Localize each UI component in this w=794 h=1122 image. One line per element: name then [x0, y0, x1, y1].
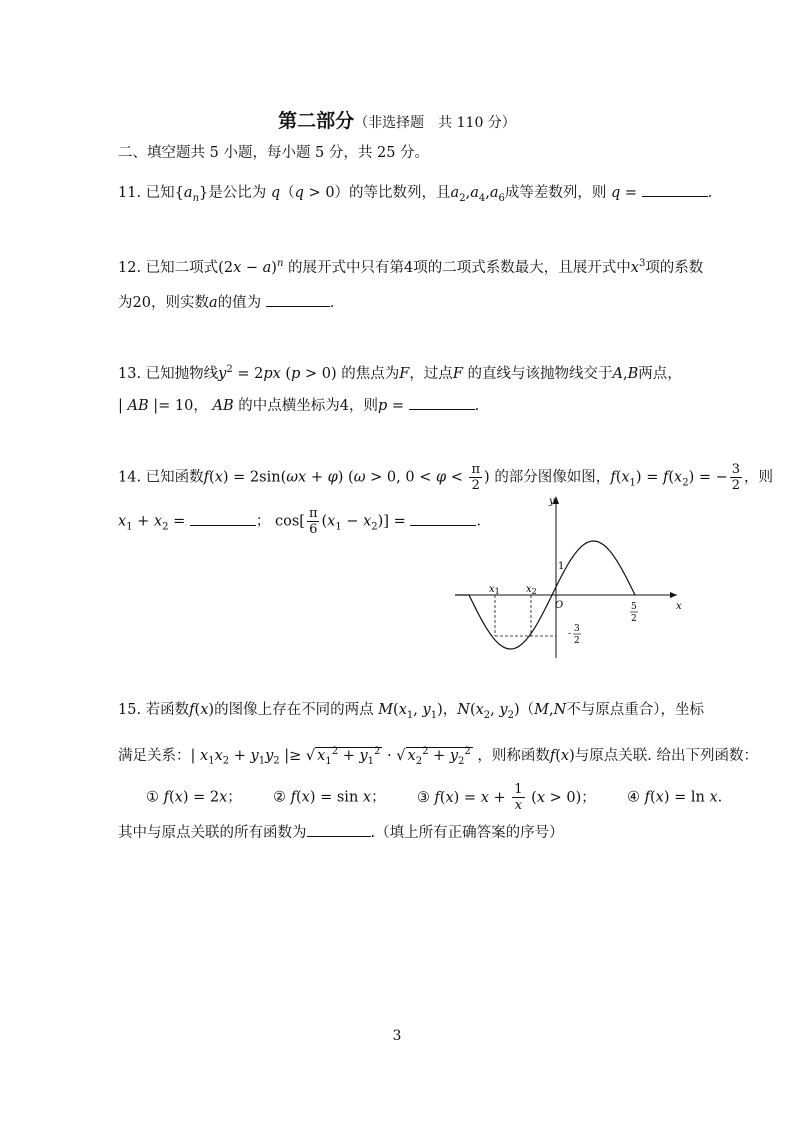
neg-sign: -	[568, 629, 572, 639]
question-15-number: 15.	[118, 702, 142, 718]
y-one-label: 1	[558, 561, 565, 572]
question-11: 11. 已知$\{a_n\}$是公比为 q（q > 0）的等比数列，且$a_2,a_4,a_6$成等差数列，则 q = .	[118, 182, 712, 209]
choice-1: ① f(x) = 2x；	[146, 789, 242, 806]
x-axis-label: x	[676, 601, 682, 612]
origin-label: O	[555, 600, 564, 611]
choice-4: ④ f(x) = ln x.	[626, 789, 723, 806]
answer-blank-14a[interactable]	[190, 511, 256, 526]
part-title-main: 第二部分	[278, 110, 355, 132]
question-12-line2: 为20，则实数a的值为 .	[118, 292, 334, 313]
answer-blank-15[interactable]	[307, 822, 371, 837]
question-15-line2: 满足关系：| $x_1x_2 + y_1y_2$ |≥ √ $x_1^2 + y_1^2$ · √ $x_2^2 + y_2^2$ ，则称函数f(x)与原点关联. 给出下列函数：	[118, 746, 758, 767]
neg-two: 2	[574, 636, 580, 646]
question-15: 15. 若函数f(x)的图像上存在不同的两点 $M(x_1$, $y_1$)，$N(x_2$, $y_2)(M,N$不与原点重合），坐标	[118, 702, 705, 721]
question-11-number: 11.	[118, 185, 142, 201]
question-13-line2: | AB |= 10， AB 的中点横坐标为4，则p = .	[118, 395, 479, 416]
question-12-number: 12.	[118, 259, 142, 276]
question-15-line4: 其中与原点关联的所有函数为 .（填上所有正确答案的序号）	[118, 822, 564, 843]
neg-three: 3	[574, 624, 580, 634]
part-title	[0, 106, 794, 133]
sine-graph	[445, 488, 690, 663]
x2-label: $x_2$	[526, 584, 537, 596]
answer-blank-11[interactable]	[642, 182, 708, 197]
question-14-line2: $x_1 + x_2$ = ； cos[ $\frac{\pi}{6}$ $(x_1 - x_2)$] = .	[118, 506, 481, 537]
x1-label: $x_1$	[489, 584, 500, 596]
y-axis-label: y	[549, 496, 555, 507]
choice-2: ② f(x) = sin x；	[273, 789, 386, 806]
tick-five: 5	[631, 602, 637, 612]
question-13-number: 13.	[118, 365, 142, 382]
question-13: 13. 已知抛物线$y^2 = 2px$ (p > 0) 的焦点为F，过点F 的直线与该抛物线交于A,B两点，	[118, 364, 682, 382]
answer-blank-12[interactable]	[266, 292, 330, 307]
question-12: 12. 已知二项式$(2x - a)^n$ 的展开式中只有第4项的二项式系数最大，且展开式中$x^3$项的系数	[118, 258, 704, 276]
question-14: 14. 已知函数f(x) = 2sin(ωx + φ) (ω > 0, 0 < φ < $\frac{\pi}{2}$ ) 的部分图像如图，$f(x_1) = f(x_2)$ = − $\frac{3}{2}$ ，则	[118, 462, 774, 493]
question-14-number: 14.	[118, 469, 142, 486]
choice-3: ③ f(x) = x + $\frac{1}{x}$ (x > 0)；	[416, 782, 596, 813]
section-instruction: 二、填空题共 5 小题，每小题 5 分，共 25 分。	[118, 145, 430, 161]
answer-blank-13[interactable]	[409, 395, 475, 410]
part-title-sub: （非选择题 共 110 分）	[354, 115, 516, 131]
page-number: 3	[392, 1028, 402, 1044]
question-15-choices	[146, 782, 722, 813]
x-axis-arrow	[670, 592, 677, 598]
tick-two: 2	[631, 614, 637, 624]
